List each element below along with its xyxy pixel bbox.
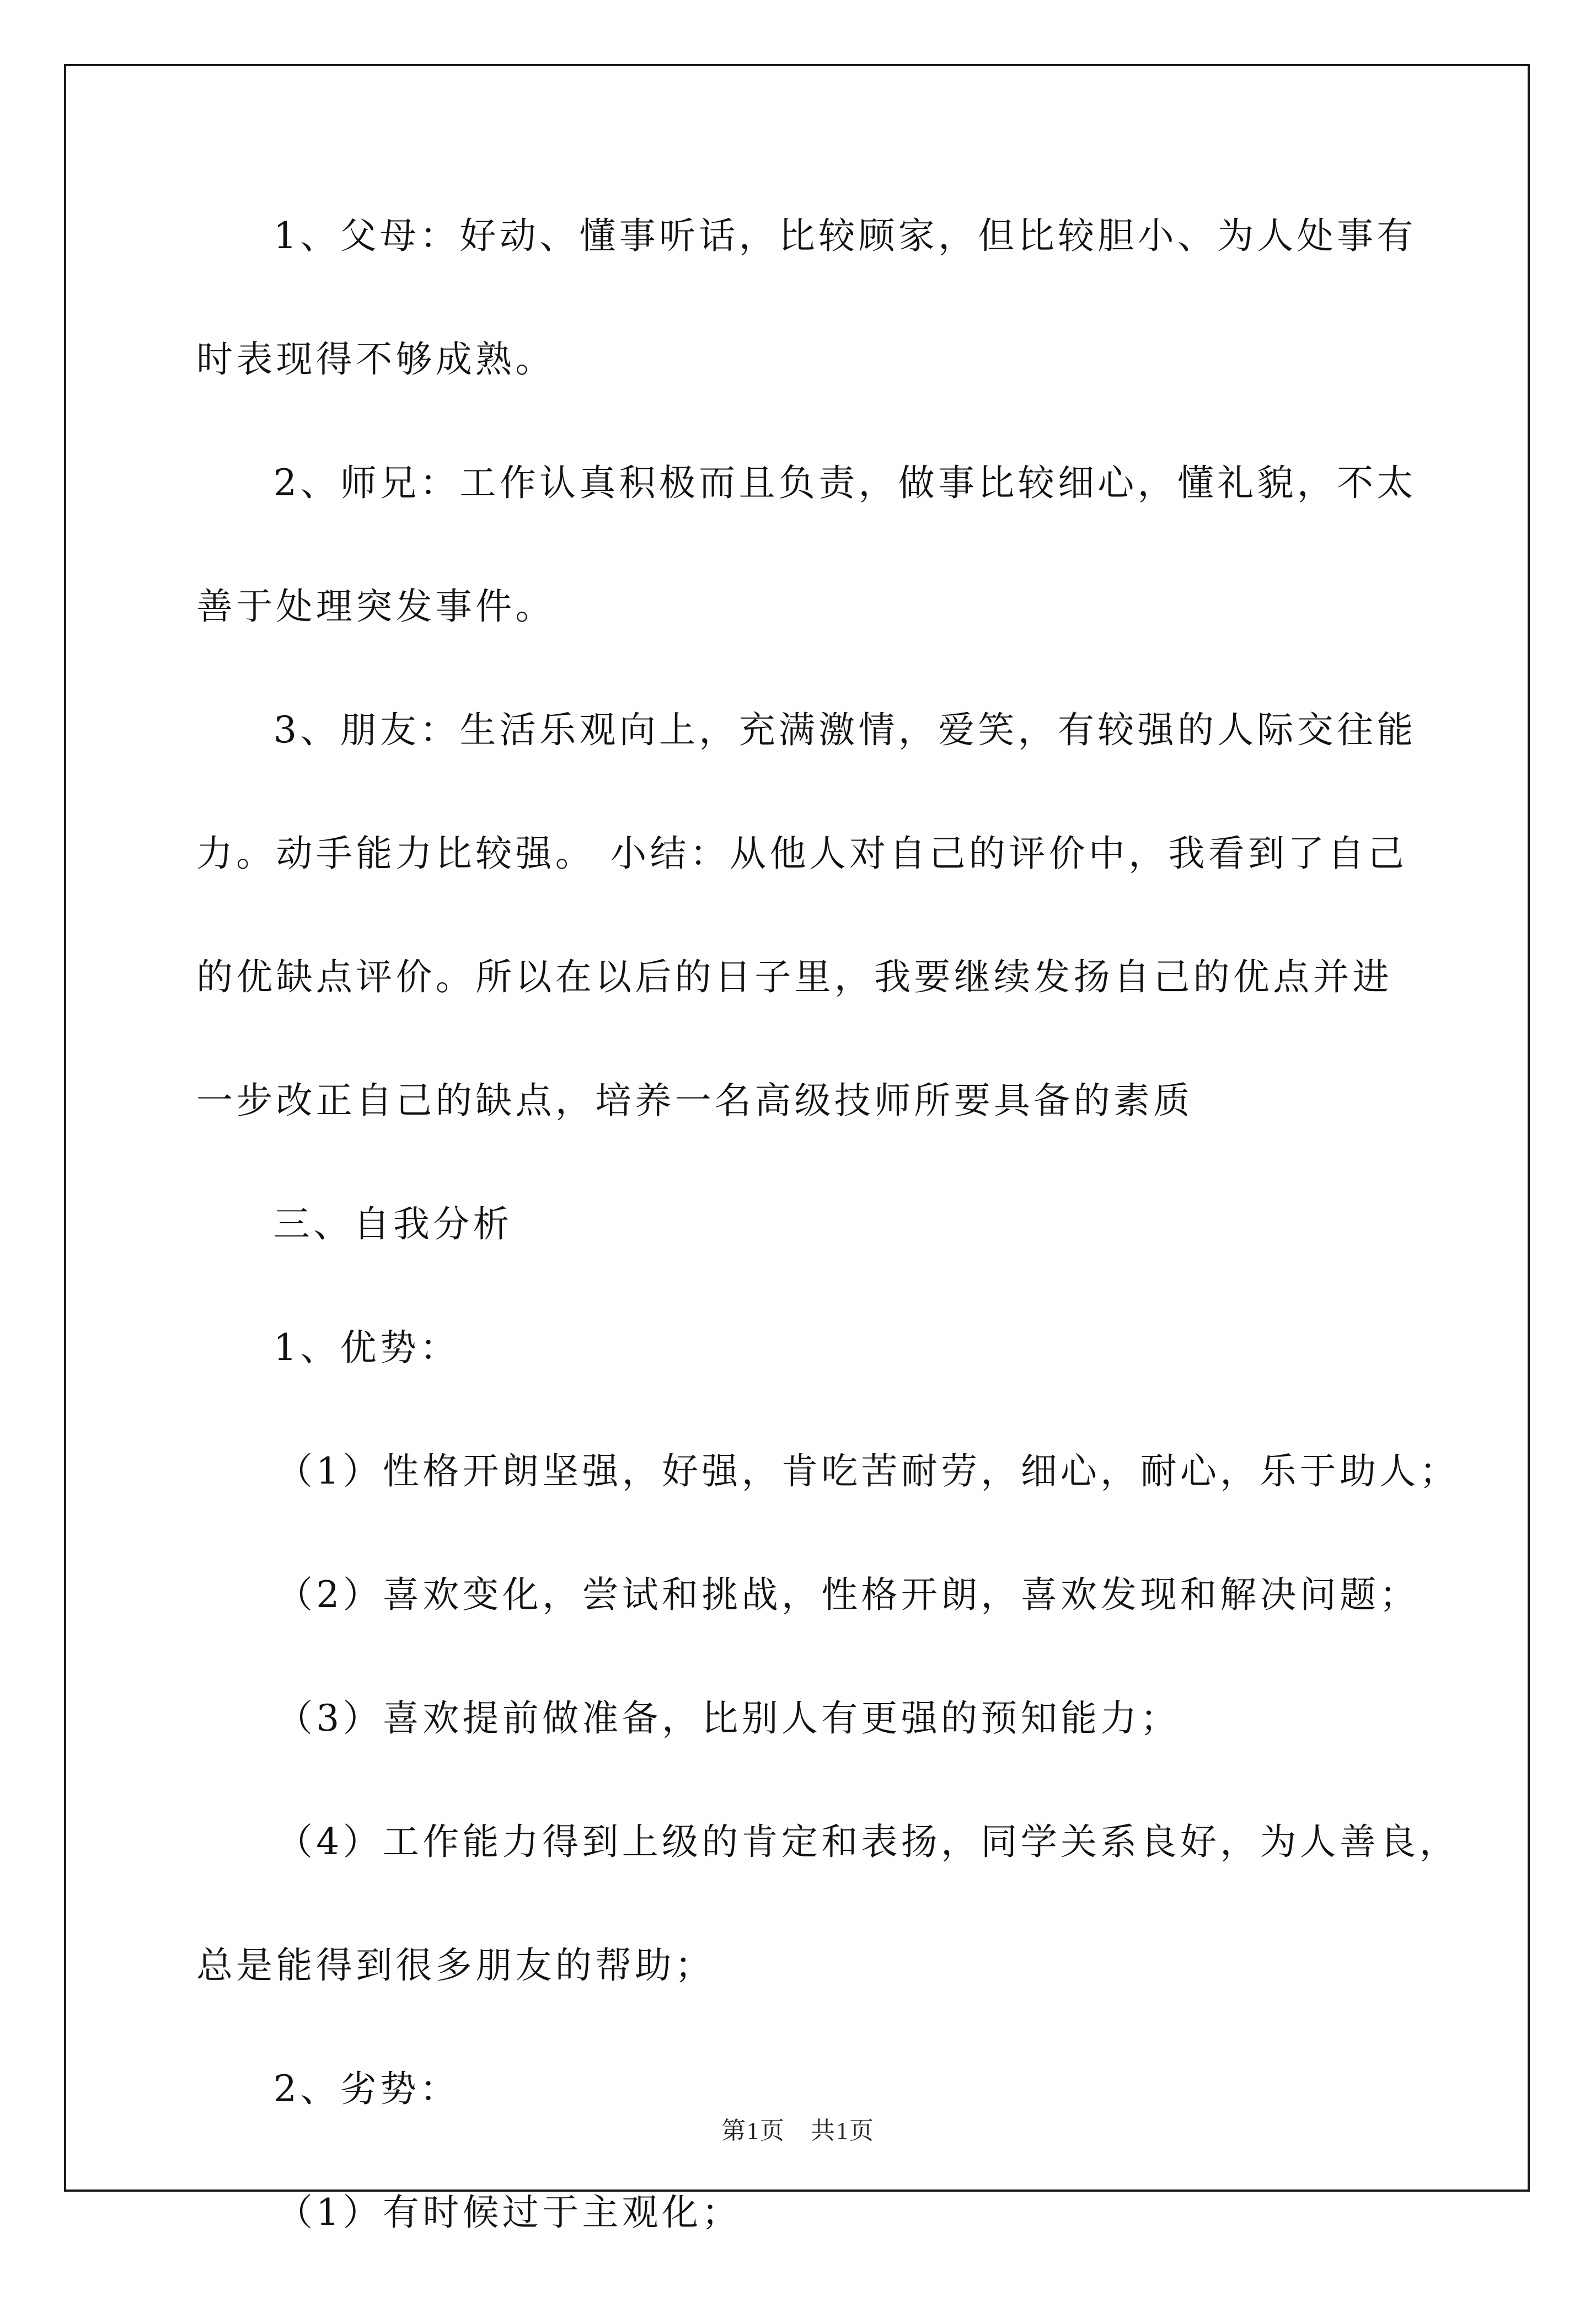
- page-footer: 第1页 共1页: [721, 2117, 875, 2144]
- paragraph-senior-line-1: 2、师兄：工作认真积极而且负责，做事比较细心，懂礼貌，不太: [274, 462, 1417, 504]
- paragraph-friends-line-1: 3、朋友：生活乐观向上，充满激情，爱笑，有较强的人际交往能: [274, 709, 1417, 751]
- strength-item-3: （3）喜欢提前做准备，比别人有更强的预知能力；: [276, 1697, 1180, 1739]
- paragraph-friends-line-4: 一步改正自己的缺点，培养一名高级技师所要具备的素质: [196, 1079, 1193, 1122]
- strength-item-2: （2）喜欢变化，尝试和挑战，性格开朗，喜欢发现和解决问题；: [276, 1573, 1420, 1616]
- paragraph-friends-line-3: 的优缺点评价。所以在以后的日子里，我要继续发扬自己的优点并进: [196, 956, 1393, 998]
- weakness-item-1: （1）有时候过于主观化；: [276, 2191, 742, 2234]
- subheading-strengths: 1、优势：: [274, 1326, 460, 1369]
- paragraph-friends-line-2: 力。动手能力比较强。 小结：从他人对自己的评价中，我看到了自己: [196, 832, 1408, 875]
- paragraph-parents-line-1: 1、父母：好动、懂事听话，比较顾家，但比较胆小、为人处事有: [274, 215, 1417, 257]
- strength-item-4-line-1: （4）工作能力得到上级的肯定和表扬，同学关系良好，为人善良，: [276, 1821, 1459, 1863]
- paragraph-senior-line-2: 善于处理突发事件。: [196, 585, 555, 628]
- paragraph-parents-line-2: 时表现得不够成熟。: [196, 338, 555, 381]
- strength-item-4-line-2: 总是能得到很多朋友的帮助；: [196, 1944, 715, 1987]
- section-heading-self-analysis: 三、自我分析: [274, 1203, 513, 1245]
- subheading-weaknesses: 2、劣势：: [274, 2068, 460, 2110]
- document-body: [196, 215, 1459, 2318]
- strength-item-1: （1）性格开朗坚强，好强，肯吃苦耐劳，细心，耐心，乐于助人；: [276, 1450, 1459, 1492]
